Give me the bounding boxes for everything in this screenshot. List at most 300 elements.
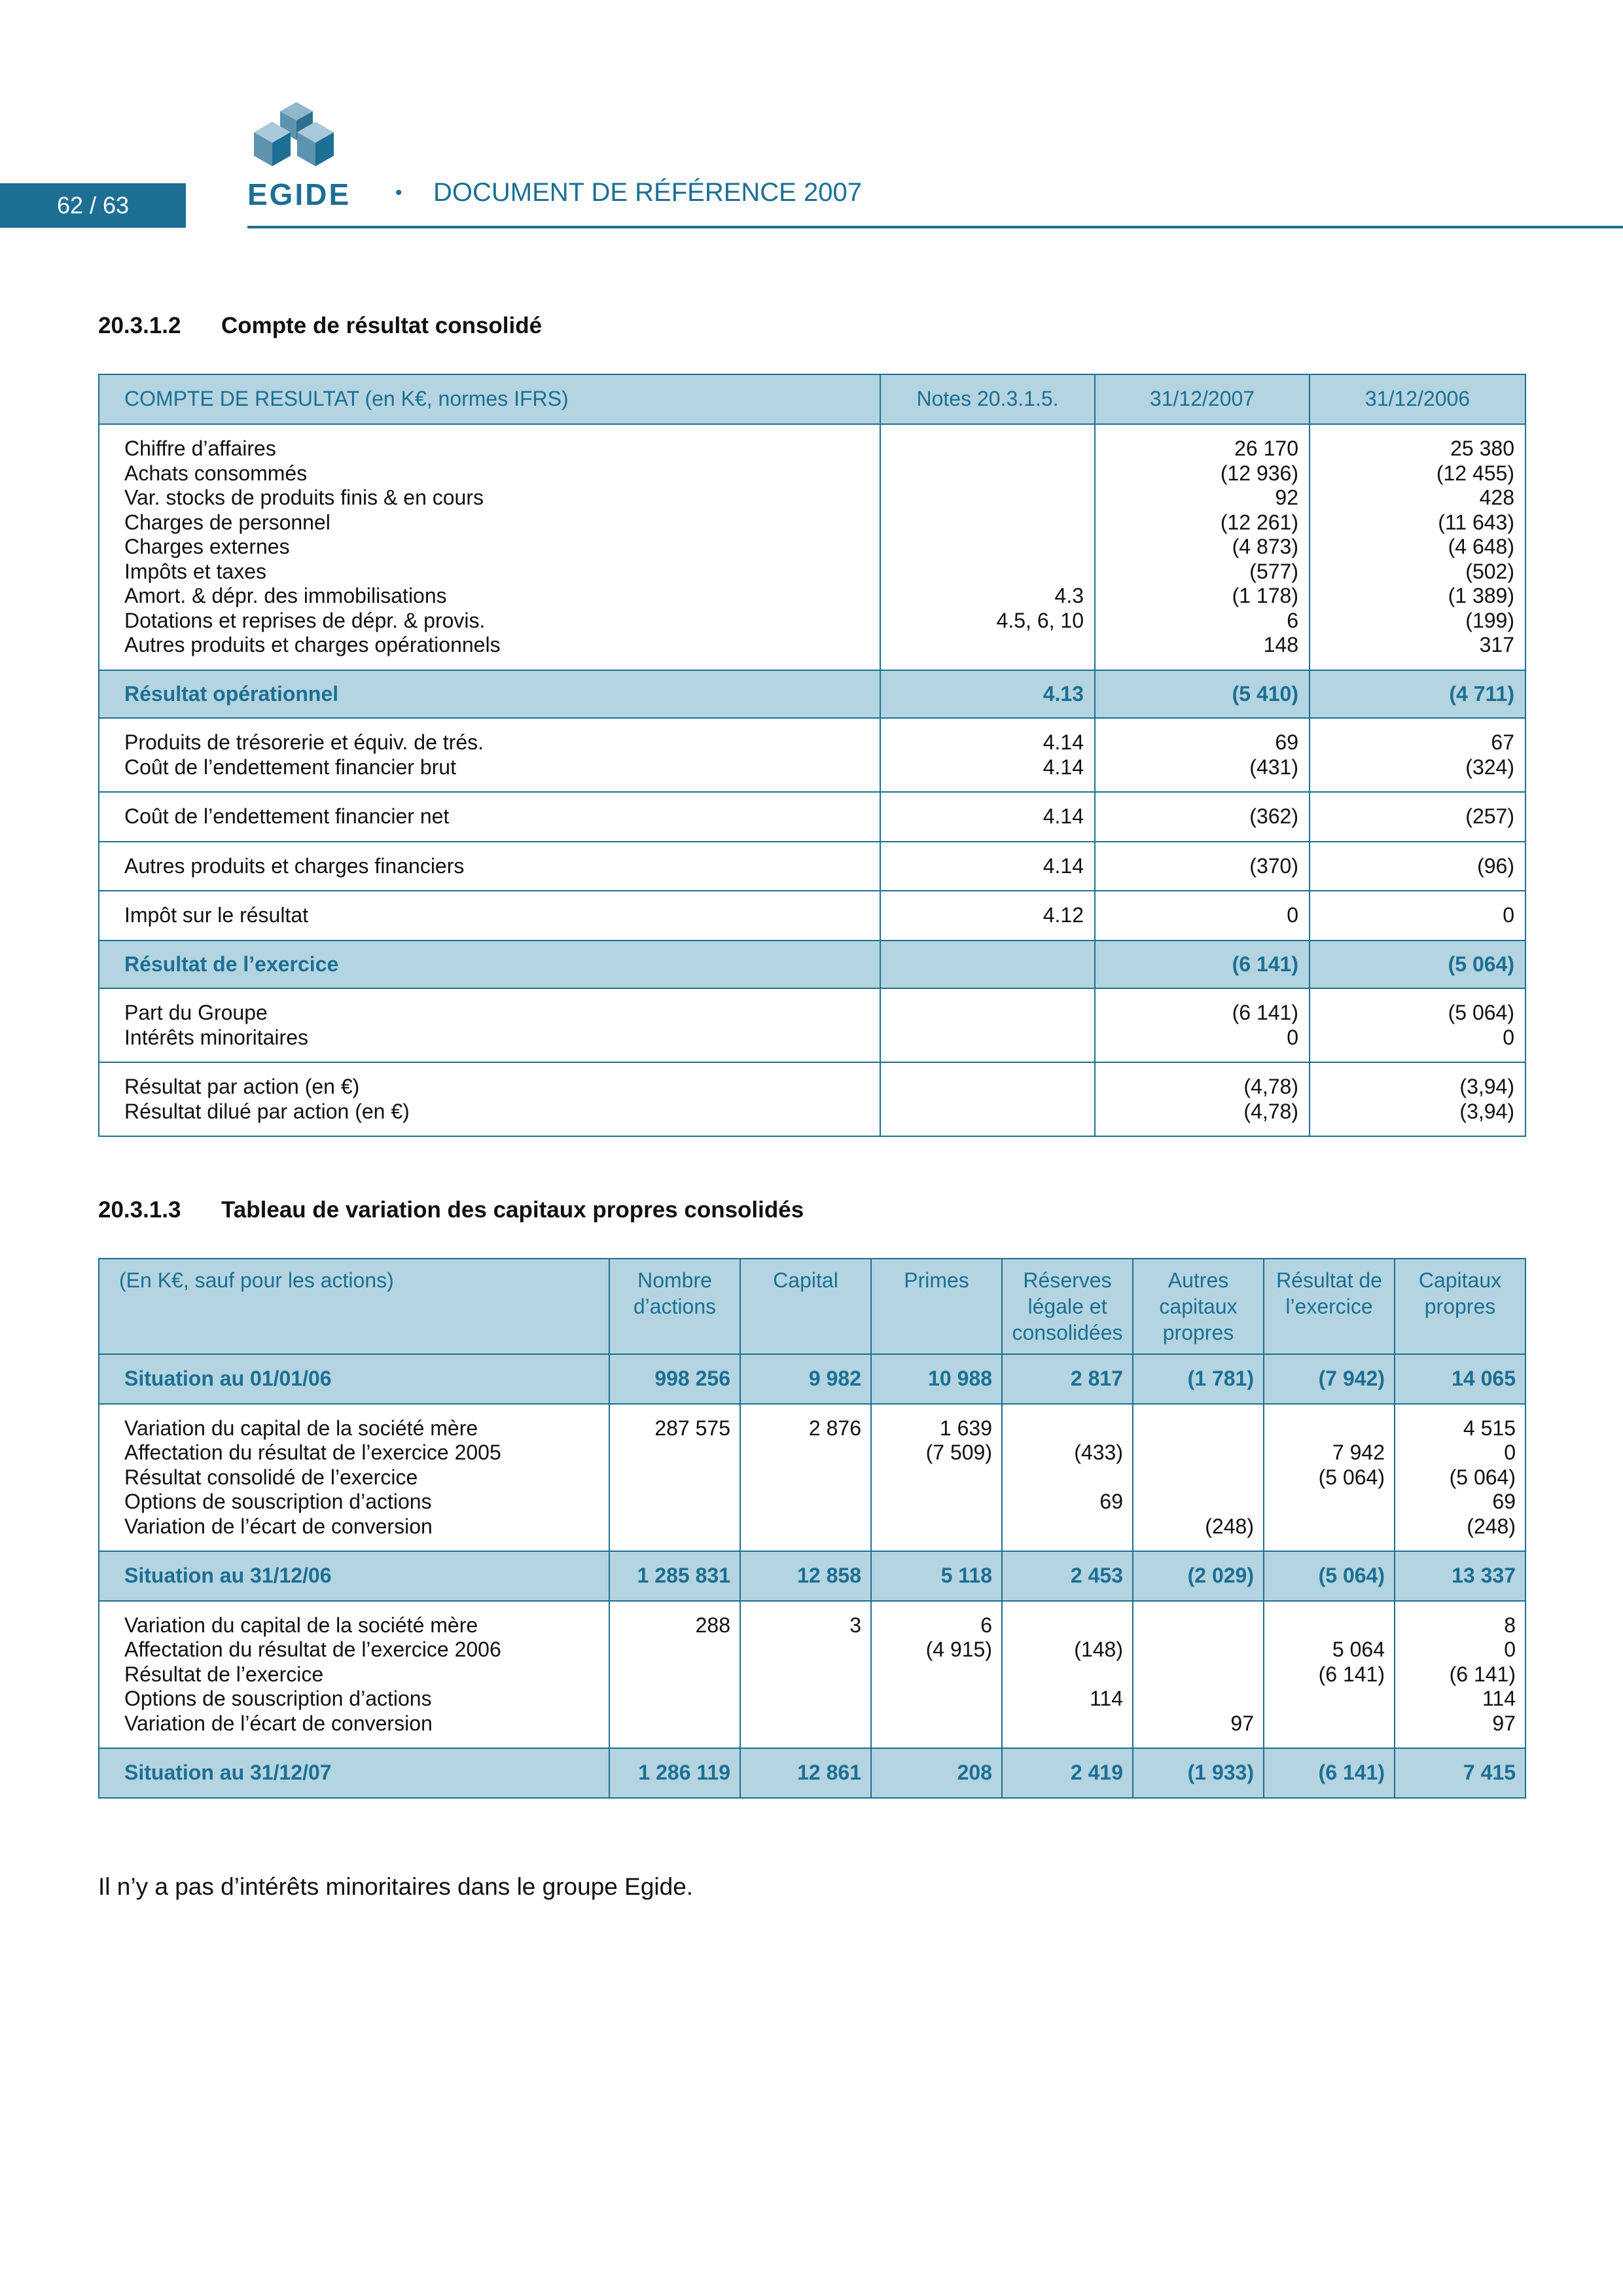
column-header: [1264, 1259, 1395, 1354]
cell-line: 4.14: [1043, 730, 1084, 754]
cell-line: (5 064): [1448, 952, 1514, 976]
cell-line: 26 170: [1234, 437, 1298, 460]
cell-line: [1143, 1662, 1254, 1687]
cell-line: Dotations et reprises de dépr. & provis.: [124, 608, 486, 632]
cell-line: 998 256: [654, 1367, 730, 1390]
row-label-cell: [99, 988, 880, 1062]
table-row: [99, 891, 1525, 941]
cell-line: (11 643): [1438, 510, 1514, 534]
cell-line: Situation au 31/12/07: [124, 1761, 332, 1784]
cell-line: 4.3: [1054, 584, 1084, 607]
cell-line: (6 141): [1318, 1662, 1385, 1686]
cell-line: (4,78): [1243, 1075, 1298, 1098]
column-header: 31/12/2007: [1095, 374, 1310, 424]
cell-line: (1 178): [1232, 584, 1298, 607]
value-cell: [1133, 1354, 1264, 1404]
header-line: Capitaux: [1418, 1268, 1502, 1292]
cell-line: Intérêts minoritaires: [124, 1025, 308, 1049]
table-row: [99, 988, 1525, 1062]
cell-line: [1012, 1613, 1123, 1638]
cell-line: [891, 1100, 1084, 1124]
cell-line: 13 337: [1452, 1564, 1516, 1587]
column-header: [1133, 1259, 1264, 1354]
value-cell: [880, 424, 1095, 670]
cell-line: 69: [1275, 730, 1298, 754]
cell-line: Coût de l’endettement financier brut: [124, 755, 456, 779]
column-header: [740, 1259, 871, 1354]
cell-line: [881, 1687, 992, 1712]
value-cell: [880, 1062, 1095, 1136]
value-cell: [1310, 424, 1525, 670]
column-header: [1395, 1259, 1525, 1354]
value-cell: [880, 941, 1095, 989]
cell-line: (433): [1074, 1441, 1123, 1464]
header-line: Résultat de: [1276, 1268, 1382, 1292]
cell-line: [1274, 1712, 1385, 1736]
cell-line: 287 575: [654, 1416, 730, 1440]
cell-line: (4 915): [925, 1638, 992, 1661]
cell-line: Situation au 01/01/06: [124, 1367, 332, 1390]
value-cell: [1395, 1551, 1525, 1601]
cell-line: [1012, 1416, 1123, 1441]
cell-line: 9 982: [808, 1367, 861, 1390]
cell-line: [1274, 1490, 1385, 1515]
cell-line: Var. stocks de produits finis & en cours: [124, 486, 484, 509]
header-divider: [247, 226, 1623, 228]
cell-line: 6: [1287, 608, 1298, 632]
cell-line: [891, 511, 1084, 535]
cell-line: Affectation du résultat de l’exercice 2005: [124, 1441, 501, 1464]
cell-line: [881, 1465, 992, 1490]
cell-line: Variation du capital de la société mère: [124, 1416, 478, 1440]
header-line: Primes: [904, 1268, 969, 1292]
table-header-row: [99, 1259, 1525, 1354]
column-header: Notes 20.3.1.5.: [880, 374, 1095, 424]
header-line: propres: [1162, 1321, 1234, 1344]
cell-line: (370): [1249, 853, 1298, 878]
cell-line: [1274, 1613, 1385, 1638]
cell-line: 5 118: [940, 1564, 992, 1587]
value-cell: [871, 1748, 1002, 1798]
value-cell: [1002, 1404, 1133, 1552]
cell-line: [891, 461, 1084, 486]
value-cell: [1133, 1404, 1264, 1552]
cell-line: 0: [1504, 1441, 1516, 1464]
value-cell: [1095, 424, 1310, 670]
header-line: Autres: [1168, 1268, 1229, 1292]
value-cell: [871, 1404, 1002, 1552]
value-cell: [740, 1354, 871, 1404]
subtotal-row: [99, 1748, 1525, 1798]
cell-line: [1143, 1465, 1254, 1490]
cell-line: 69: [1099, 1490, 1123, 1513]
section-heading-equity-changes: [98, 1197, 804, 1223]
row-label-cell: [99, 842, 880, 891]
cell-line: 2 876: [808, 1416, 861, 1440]
row-label-cell: [99, 1354, 609, 1404]
value-cell: [1264, 1748, 1395, 1798]
row-label-cell: [99, 792, 880, 842]
section-number: 20.3.1.3: [98, 1197, 181, 1223]
cell-line: (199): [1465, 608, 1514, 632]
equity-changes-table: [98, 1258, 1526, 1799]
cell-line: 0: [1503, 1025, 1514, 1049]
row-label-cell: [99, 1551, 609, 1601]
cell-line: (431): [1249, 755, 1298, 779]
value-cell: [1002, 1551, 1133, 1601]
cell-line: (5 410): [1232, 681, 1298, 706]
cell-line: [619, 1441, 730, 1465]
cell-line: Résultat dilué par action (en €): [124, 1099, 410, 1123]
section-title: Tableau de variation des capitaux propres consolidés: [221, 1197, 804, 1223]
row-label-cell: [99, 1404, 609, 1552]
cell-line: [881, 1712, 992, 1736]
cell-line: Résultat consolidé de l’exercice: [124, 1465, 418, 1489]
value-cell: [1095, 1062, 1310, 1136]
column-header: 31/12/2006: [1310, 374, 1525, 424]
cell-line: [891, 437, 1084, 461]
cell-line: (362): [1249, 804, 1298, 828]
document-title: DOCUMENT DE RÉFÉRENCE 2007: [433, 178, 862, 207]
value-cell: [1395, 1601, 1525, 1749]
cell-line: (12 261): [1220, 510, 1298, 534]
cell-line: [619, 1662, 730, 1687]
cell-line: 1 285 831: [637, 1564, 730, 1587]
cell-line: Impôt sur le résultat: [124, 903, 308, 927]
header-line: Réserves: [1023, 1268, 1112, 1292]
header-line: légale et: [1027, 1295, 1107, 1318]
cell-line: 6: [980, 1613, 992, 1637]
cell-line: 4.14: [1043, 853, 1084, 878]
value-cell: [1095, 842, 1310, 891]
cell-line: Variation du capital de la société mère: [124, 1613, 478, 1637]
header-line: consolidées: [1012, 1321, 1123, 1344]
column-header: [609, 1259, 740, 1354]
cell-line: 4.14: [1043, 804, 1084, 828]
value-cell: [740, 1601, 871, 1749]
value-cell: [609, 1601, 740, 1749]
value-cell: [609, 1404, 740, 1552]
value-cell: [609, 1354, 740, 1404]
cell-line: 428: [1479, 486, 1514, 509]
cell-line: [750, 1465, 861, 1490]
cell-line: [891, 1001, 1084, 1026]
cell-line: (1 389): [1448, 584, 1514, 607]
value-cell: [880, 891, 1095, 941]
value-cell: [740, 1748, 871, 1798]
footnote: Il n’y a pas d’intérêts minoritaires dans le groupe Egide.: [98, 1873, 694, 1900]
cell-line: [881, 1515, 992, 1539]
cell-line: [1012, 1515, 1123, 1539]
cell-line: (502): [1465, 559, 1514, 583]
cell-line: Charges de personnel: [124, 510, 330, 534]
cell-line: 208: [957, 1761, 992, 1784]
row-label-cell: [99, 424, 880, 670]
cell-line: (1 933): [1187, 1761, 1254, 1784]
cell-line: [1143, 1687, 1254, 1712]
cell-line: [881, 1662, 992, 1687]
header-line: l’exercice: [1285, 1295, 1373, 1318]
cell-line: 8: [1504, 1613, 1516, 1637]
value-cell: [871, 1354, 1002, 1404]
cell-line: (148): [1074, 1638, 1123, 1661]
cell-line: [1274, 1416, 1385, 1441]
cell-line: Produits de trésorerie et équiv. de trés.: [124, 730, 484, 754]
column-header: [1002, 1259, 1133, 1354]
value-cell: [1133, 1601, 1264, 1749]
cell-line: 1 286 119: [638, 1761, 730, 1784]
value-cell: [1002, 1748, 1133, 1798]
cell-line: 2 419: [1070, 1761, 1123, 1784]
cell-line: 114: [1482, 1687, 1516, 1710]
subtotal-row: [99, 670, 1525, 719]
cell-line: 7 942: [1332, 1441, 1385, 1464]
cell-line: Chiffre d’affaires: [124, 437, 276, 460]
cell-line: 5 064: [1332, 1638, 1385, 1661]
cell-line: 114: [1089, 1687, 1123, 1710]
cell-line: [750, 1687, 861, 1712]
value-cell: [1395, 1404, 1525, 1552]
cell-line: Achats consommés: [124, 461, 308, 485]
cell-line: (6 141): [1232, 1001, 1298, 1024]
cell-line: [1012, 1712, 1123, 1736]
value-cell: [609, 1748, 740, 1798]
cell-line: 67: [1491, 730, 1514, 754]
cell-line: (7 942): [1318, 1367, 1385, 1390]
cell-line: (257): [1465, 804, 1514, 828]
value-cell: [1264, 1601, 1395, 1749]
cell-line: 97: [1230, 1711, 1254, 1735]
cell-line: [891, 535, 1084, 560]
cell-line: Options de souscription d’actions: [124, 1490, 432, 1513]
cell-line: [1274, 1515, 1385, 1539]
cell-line: 0: [1503, 903, 1514, 927]
value-cell: [1310, 670, 1525, 719]
cell-line: (4,78): [1243, 1099, 1298, 1123]
cell-line: (5 064): [1318, 1564, 1385, 1587]
cell-line: [619, 1638, 730, 1662]
cell-line: Charges externes: [124, 535, 290, 558]
row-label-cell: [99, 1748, 609, 1798]
value-cell: [1310, 842, 1525, 891]
cell-line: [619, 1712, 730, 1736]
cell-line: Résultat par action (en €): [124, 1075, 360, 1098]
row-label-cell: [99, 670, 880, 719]
section-title: Compte de résultat consolidé: [221, 313, 543, 338]
cell-line: (248): [1467, 1514, 1516, 1538]
subtotal-row: [99, 941, 1525, 989]
cell-line: 14 065: [1452, 1367, 1516, 1390]
cell-line: [750, 1490, 861, 1515]
cell-line: Variation de l’écart de conversion: [124, 1514, 433, 1538]
table-row: [99, 1062, 1525, 1136]
value-cell: [880, 718, 1095, 792]
value-cell: [880, 670, 1095, 719]
cell-line: [750, 1515, 861, 1539]
cell-line: [750, 1638, 861, 1662]
cell-line: [619, 1465, 730, 1490]
table-row: [99, 424, 1525, 670]
cell-line: [881, 1490, 992, 1515]
cell-line: 1 639: [939, 1416, 992, 1440]
cell-line: [750, 1441, 861, 1465]
cell-line: Part du Groupe: [124, 1001, 268, 1024]
value-cell: [1264, 1404, 1395, 1552]
column-header: [99, 1259, 609, 1354]
table-row: [99, 842, 1525, 891]
value-cell: [1395, 1748, 1525, 1798]
cell-line: 2 817: [1070, 1367, 1123, 1390]
section-heading-income-statement: [98, 313, 542, 339]
cell-line: (12 455): [1436, 461, 1514, 485]
row-label-cell: [99, 1062, 880, 1136]
value-cell: [871, 1601, 1002, 1749]
cell-line: 4 515: [1463, 1416, 1516, 1440]
cell-line: Affectation du résultat de l’exercice 2006: [124, 1638, 501, 1661]
page-number-badge: 62 / 63: [0, 183, 186, 228]
cell-line: (96): [1477, 853, 1514, 878]
cell-line: 69: [1492, 1490, 1516, 1513]
value-cell: [1095, 670, 1310, 719]
cell-line: (4 873): [1232, 535, 1298, 558]
cell-line: [891, 560, 1084, 584]
cell-line: Situation au 31/12/06: [124, 1564, 332, 1587]
cell-line: 25 380: [1450, 437, 1514, 460]
row-label-cell: [99, 941, 880, 989]
cell-line: 0: [1504, 1638, 1516, 1661]
value-cell: [1133, 1748, 1264, 1798]
value-cell: [880, 842, 1095, 891]
value-cell: [1310, 1062, 1525, 1136]
header-bullet: •: [395, 182, 402, 204]
cell-line: [1143, 1490, 1254, 1515]
cell-line: (7 509): [925, 1441, 992, 1464]
subtotal-row: [99, 1551, 1525, 1601]
cell-line: (2 029): [1187, 1564, 1254, 1587]
cell-line: (6 141): [1318, 1761, 1385, 1784]
value-cell: [1095, 988, 1310, 1062]
cell-line: 4.13: [1043, 681, 1084, 706]
cell-line: [1143, 1638, 1254, 1662]
cell-line: 12 858: [797, 1564, 861, 1587]
value-cell: [1095, 718, 1310, 792]
income-statement-table: [98, 374, 1526, 1137]
cell-line: [1274, 1687, 1385, 1712]
cell-line: 10 988: [928, 1367, 992, 1390]
cell-line: 0: [1287, 1025, 1298, 1049]
table-header-row: [99, 374, 1525, 424]
header-line: Nombre: [637, 1268, 712, 1292]
row-label-cell: [99, 891, 880, 941]
value-cell: [1310, 941, 1525, 989]
cell-line: [891, 952, 1084, 977]
cell-line: 148: [1263, 633, 1298, 656]
cell-line: (4 648): [1448, 535, 1514, 558]
cell-line: Résultat de l’exercice: [124, 952, 339, 976]
row-label-cell: [99, 1601, 609, 1749]
cell-line: 97: [1492, 1711, 1516, 1735]
cell-line: 4.14: [1043, 755, 1084, 779]
cell-line: Options de souscription d’actions: [124, 1687, 432, 1710]
cell-line: Résultat de l’exercice: [124, 1662, 324, 1686]
cell-line: (6 141): [1232, 952, 1298, 976]
cell-line: 4.12: [1043, 903, 1084, 927]
cell-line: [750, 1662, 861, 1687]
cell-line: Autres produits et charges financiers: [124, 853, 465, 878]
value-cell: [871, 1551, 1002, 1601]
cell-line: [619, 1490, 730, 1515]
cell-line: Amort. & dépr. des immobilisations: [124, 584, 447, 607]
value-cell: [609, 1551, 740, 1601]
cell-line: Coût de l’endettement financier net: [124, 804, 450, 828]
value-cell: [1002, 1354, 1133, 1404]
cell-line: Autres produits et charges opérationnels: [124, 633, 501, 656]
value-cell: [1264, 1551, 1395, 1601]
value-cell: [1095, 941, 1310, 989]
value-cell: [880, 792, 1095, 842]
cell-line: [891, 1075, 1084, 1100]
logo-wordmark: EGIDE: [247, 177, 351, 211]
value-cell: [1310, 718, 1525, 792]
value-cell: [1133, 1551, 1264, 1601]
cell-line: (5 064): [1448, 1001, 1514, 1024]
cell-line: Impôts et taxes: [124, 559, 266, 583]
cell-line: 2 453: [1070, 1564, 1123, 1587]
cell-line: 4.5, 6, 10: [996, 608, 1084, 632]
value-cell: [1095, 792, 1310, 842]
cell-line: 288: [695, 1613, 730, 1637]
value-cell: [1002, 1601, 1133, 1749]
cell-line: (3,94): [1459, 1099, 1514, 1123]
cell-line: [619, 1515, 730, 1539]
value-cell: [1095, 891, 1310, 941]
value-cell: [880, 988, 1095, 1062]
header-line: (En K€, sauf pour les actions): [119, 1268, 394, 1292]
header-line: Capital: [773, 1268, 838, 1292]
value-cell: [1310, 988, 1525, 1062]
cell-line: (12 936): [1220, 461, 1298, 485]
cell-line: Résultat opérationnel: [124, 681, 339, 706]
cell-line: [619, 1687, 730, 1712]
cell-line: 12 861: [797, 1761, 861, 1784]
value-cell: [740, 1551, 871, 1601]
cell-line: [891, 633, 1084, 658]
cell-line: [1143, 1613, 1254, 1638]
row-label-cell: [99, 718, 880, 792]
value-cell: [1395, 1354, 1525, 1404]
cell-line: [750, 1712, 861, 1736]
cell-line: (4 711): [1449, 681, 1514, 706]
cell-line: [1143, 1441, 1254, 1465]
value-cell: [740, 1404, 871, 1552]
cell-line: 3: [849, 1613, 861, 1637]
cell-line: 0: [1287, 903, 1298, 927]
cell-line: (6 141): [1449, 1662, 1516, 1686]
cell-line: (248): [1205, 1514, 1254, 1538]
cell-line: [1012, 1465, 1123, 1490]
cell-line: [1012, 1662, 1123, 1687]
column-header: [871, 1259, 1002, 1354]
cell-line: 92: [1275, 486, 1298, 509]
cell-line: (3,94): [1459, 1075, 1514, 1098]
header-line: propres: [1424, 1295, 1496, 1318]
cell-line: (324): [1465, 755, 1514, 779]
section-number: 20.3.1.2: [98, 313, 181, 338]
cell-line: 7 415: [1463, 1761, 1516, 1784]
table-row: [99, 1404, 1525, 1552]
cell-line: (577): [1249, 559, 1298, 583]
value-cell: [1264, 1354, 1395, 1404]
